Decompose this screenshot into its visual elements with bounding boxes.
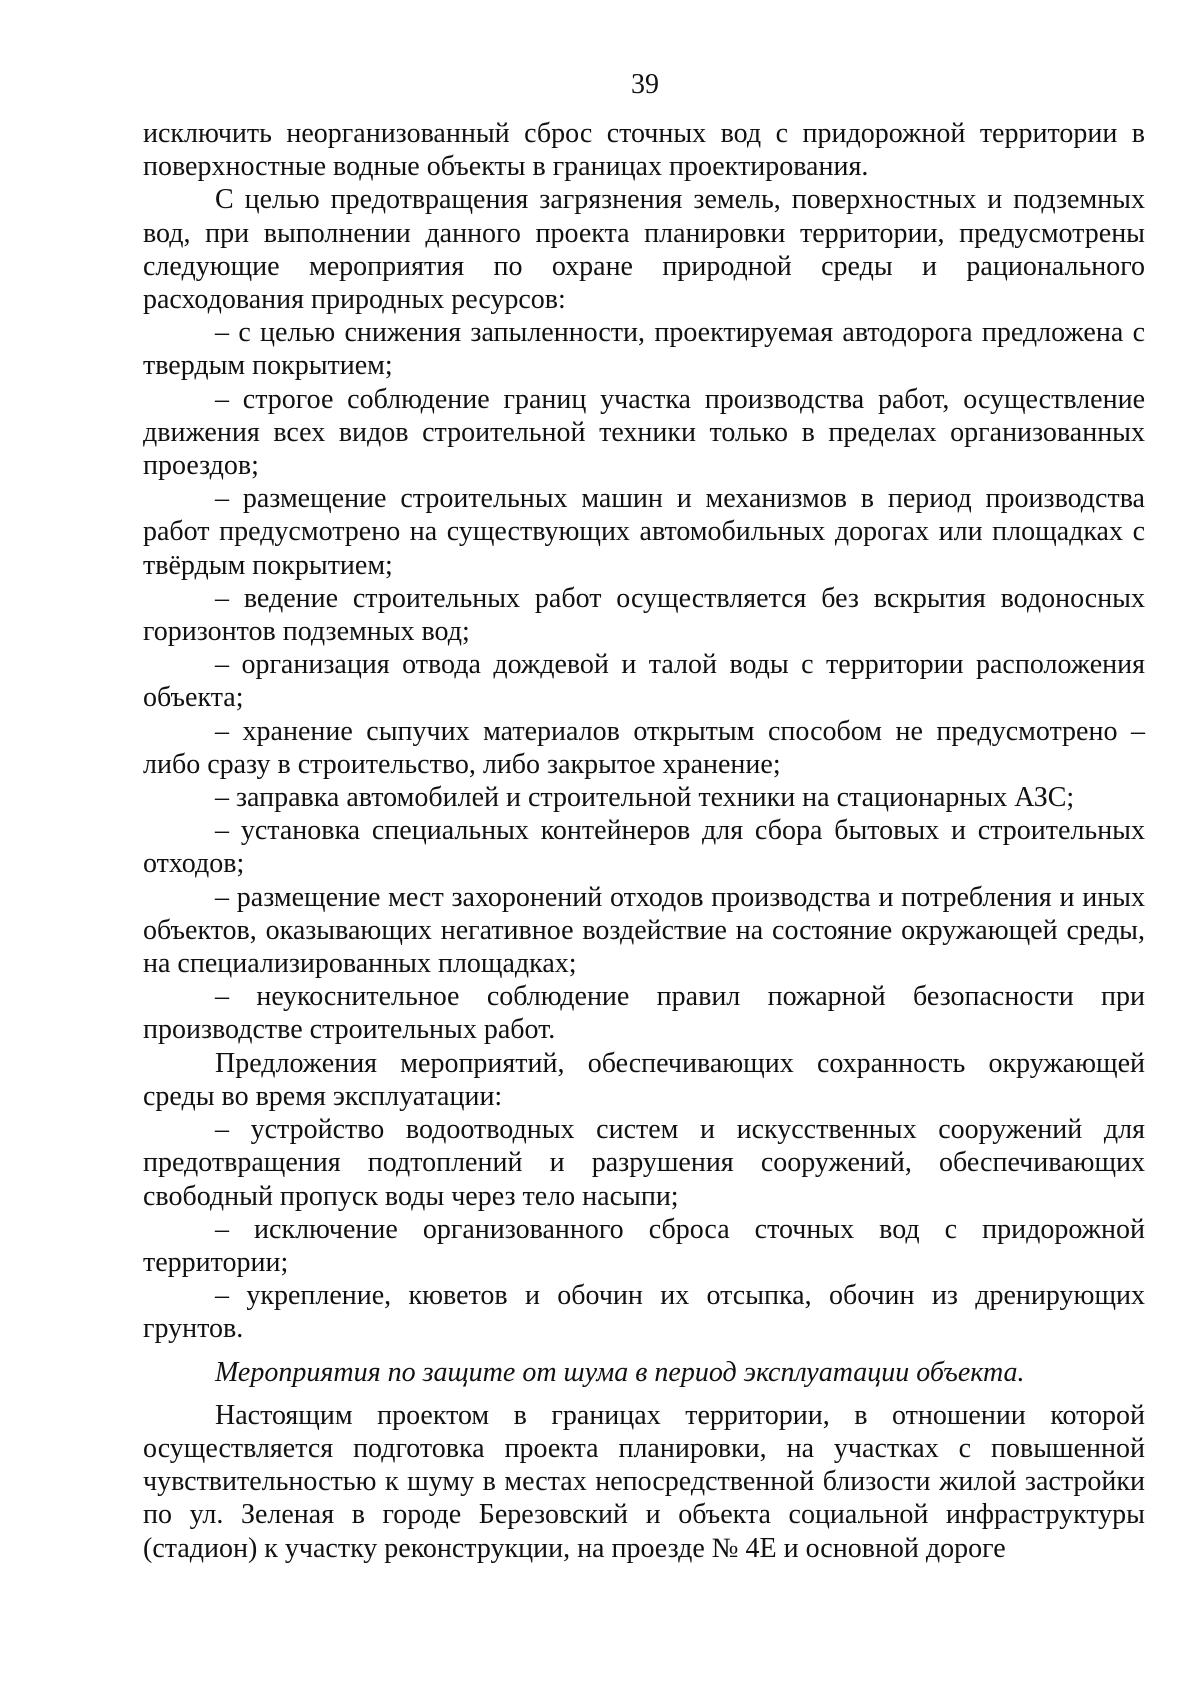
paragraph-noise-protection: Настоящим проектом в границах территории, в отношении которой осуществляется подготовка проекта планировки, на участках с повышенной чувствительностью к шуму в местах непосредственной близости жилой застройки по ул. Зеленая в городе Березовский и объекта социальной инфраструктуры (стадион) к участку реконструкции, на проезде № 4Е и основной дороге — [143, 1399, 1145, 1564]
section-heading: Мероприятия по защите от шума в период эксплуатации объекта. — [215, 1356, 1025, 1388]
list-item: – хранение сыпучих материалов открытым способом не предусмотрено – либо сразу в строительство, либо закрытое хранение; — [143, 715, 1145, 780]
list-item: – строгое соблюдение границ участка производства работ, осуществление движения всех видов строительной техники только в пределах организованных проездов; — [143, 383, 1145, 482]
document-body — [143, 117, 1145, 1565]
paragraph-intro: С целью предотвращения загрязнения земель, поверхностных и подземных вод, при выполнении данного проекта планировки территории, предусмотрены следующие мероприятия по охране природной среды и рационального расходования природных ресурсов: — [143, 184, 1145, 316]
list-item: – устройство водоотводных систем и искусственных сооружений для предотвращения подтоплений и разрушения сооружений, обеспечивающих свободный пропуск воды через тело насыпи; — [143, 1114, 1145, 1212]
list-item: – с целью снижения запыленности, проектируемая автодорога предложена с твердым покрытием; — [143, 317, 1145, 382]
list-item: – ведение строительных работ осуществляется без вскрытия водоносных горизонтов подземных вод; — [143, 582, 1145, 648]
list-item: – размещение строительных машин и механизмов в период производства работ предусмотрено на существующих автомобильных дорогах или площадках с твёрдым покрытием; — [143, 483, 1145, 581]
paragraph-operation-measures: Предложения мероприятий, обеспечивающих сохранность окружающей среды во время эксплуатации: — [143, 1047, 1145, 1112]
list-item: – заправка автомобилей и строительной техники на стационарных АЗС; — [215, 782, 1075, 814]
paragraph-continuation: исключить неорганизованный сброс сточных вод с придорожной территории в поверхностные водные объекты в границах проектирования. — [143, 118, 1145, 183]
list-item: – исключение организованного сброса сточных вод с придорожной территории; — [143, 1213, 1145, 1278]
page-number: 39 — [631, 69, 659, 100]
list-item: – организация отвода дождевой и талой воды с территории расположения объекта; — [143, 649, 1145, 714]
list-item: – установка специальных контейнеров для сбора бытовых и строительных отходов; — [143, 815, 1145, 880]
list-item: – размещение мест захоронений отходов производства и потребления и иных объектов, оказывающих негативное воздействие на состояние окружающей среды, на специализированных площадках; — [143, 881, 1145, 980]
list-item: – укрепление, кюветов и обочин их отсыпка, обочин из дренирующих грунтов. — [143, 1280, 1145, 1345]
list-item: – неукоснительное соблюдение правил пожарной безопасности при производстве строительных работ. — [143, 981, 1145, 1046]
